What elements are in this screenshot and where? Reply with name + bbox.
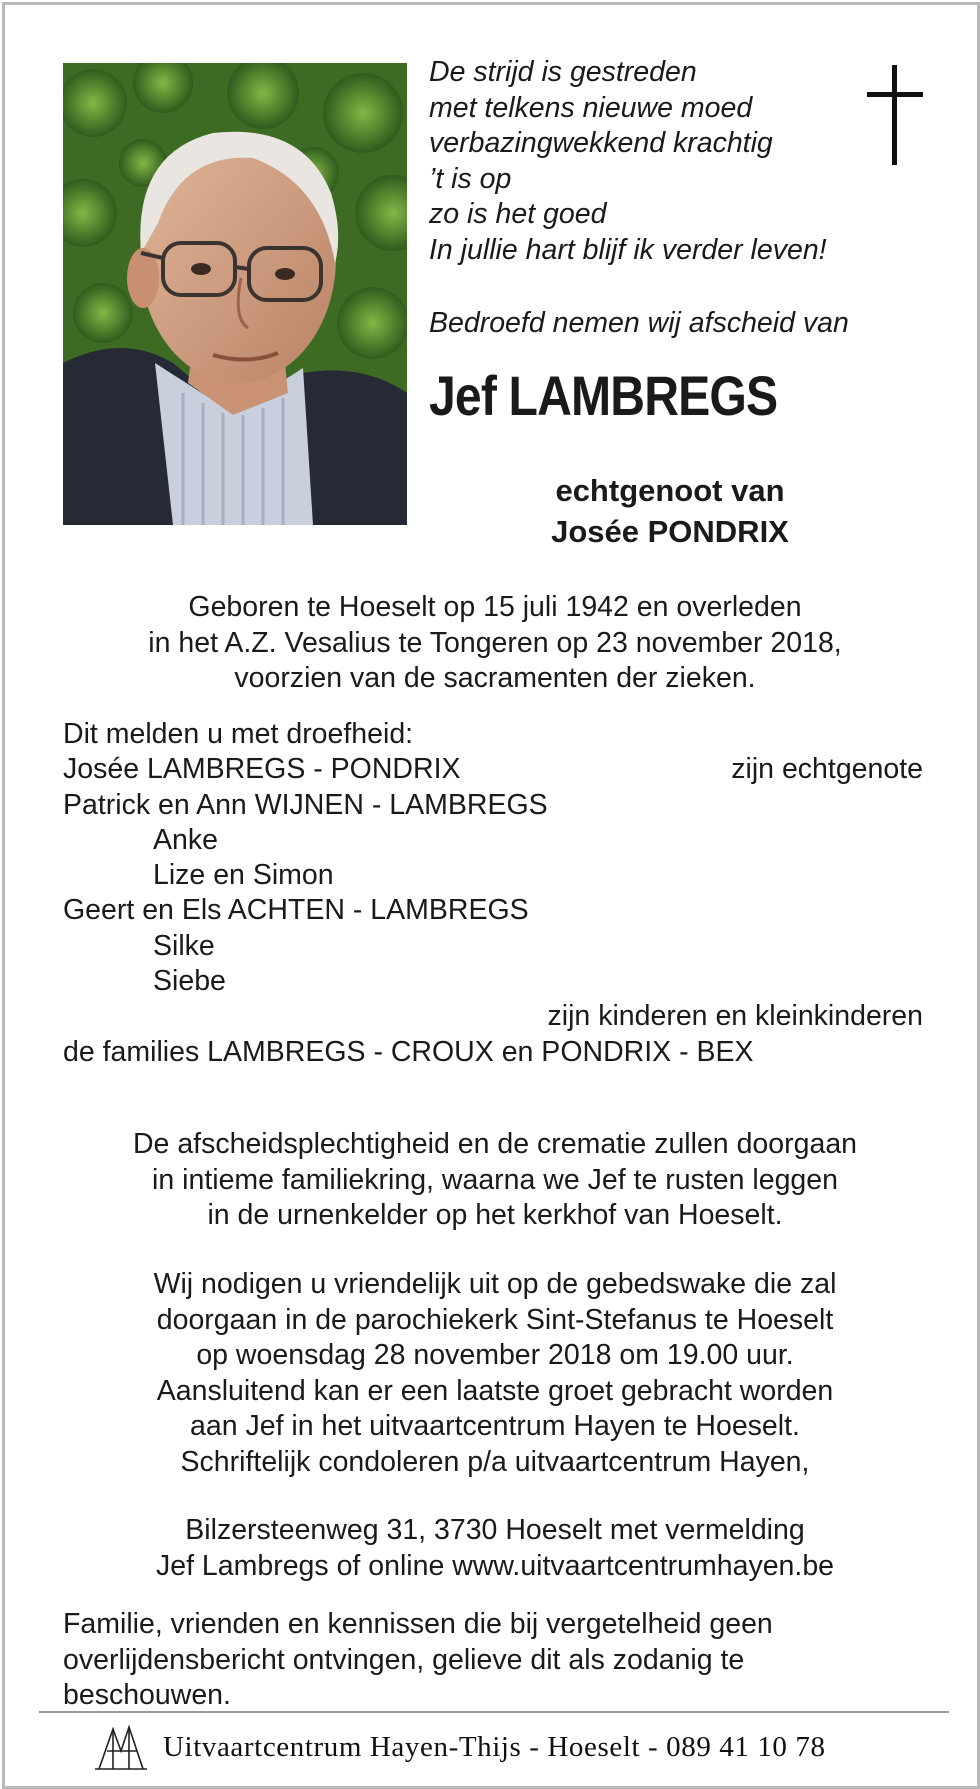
poem-line: ’t is op — [429, 162, 512, 195]
mourner-row — [63, 858, 923, 893]
closing-text — [63, 1607, 863, 1714]
text-line: Familie, vrienden en kennissen die bij vergetelheid geen — [63, 1608, 773, 1640]
text-line: Jef Lambregs of online www.uitvaartcentrumhayen.be — [155, 1549, 835, 1582]
text-line: Geboren te Hoeselt op 15 juli 1942 en overleden — [188, 591, 802, 623]
birth-death-text — [45, 590, 945, 697]
text-line: in het A.Z. Vesalius te Tongeren op 23 november 2018, — [148, 626, 842, 659]
mourner-name: Josée LAMBREGS - PONDRIX — [63, 753, 461, 786]
poem-line: verbazingwekkend krachtig — [429, 127, 773, 159]
mourner-row — [63, 752, 923, 787]
cross-icon — [867, 65, 925, 165]
text-line: aan Jef in het uitvaartcentrum Hayen te Hoeselt. — [190, 1410, 800, 1442]
mourner-name: Silke — [153, 929, 215, 962]
mourner-name: Geert en Els ACHTEN - LAMBREGS — [63, 894, 529, 927]
mourner-name: Lize en Simon — [153, 859, 334, 892]
footer-text: Uitvaartcentrum Hayen-Thijs - Hoeselt - 089 41 10 78 — [163, 1730, 826, 1763]
spouse-line: echtgenoot van — [555, 473, 785, 508]
text-line: Aansluitend kan er een laatste groet gebracht worden — [156, 1374, 834, 1407]
poem-line: De strijd is gestreden — [429, 56, 697, 88]
text-line: op woensdag 28 november 2018 om 19.00 uur. — [196, 1339, 794, 1371]
text-line: doorgaan in de parochiekerk Sint-Stefanus te Hoeselt — [156, 1303, 834, 1336]
portrait-photo — [63, 63, 407, 525]
text-line: Bilzersteenweg 31, 3730 Hoeselt met vermelding — [185, 1514, 805, 1546]
mourner-row — [63, 823, 923, 858]
mourner-row — [63, 929, 923, 964]
mourner-row — [63, 964, 923, 999]
text-line: in intieme familiekring, waarna we Jef te rusten leggen — [152, 1163, 838, 1196]
mourner-name: Siebe — [153, 965, 226, 998]
text-line: overlijdensbericht ontvingen, gelieve dit als zodanig te — [63, 1643, 745, 1676]
spouse-block — [465, 470, 875, 552]
ceremony-text — [45, 1127, 945, 1234]
mourners-heading: Dit melden u met droefheid: — [63, 718, 414, 750]
text-line: in de urnenkelder op het kerkhof van Hoeselt. — [207, 1199, 783, 1231]
text-line: voorzien van de sacramenten der zieken. — [234, 662, 756, 694]
deceased-name: Jef LAMBREGS — [429, 364, 778, 427]
obituary-card — [2, 2, 980, 1789]
intro-text: Bedroefd nemen wij afscheid van — [429, 307, 849, 339]
spouse-name: Josée PONDRIX — [551, 514, 789, 549]
text-line: beschouwen. — [63, 1679, 231, 1711]
mourner-role: zijn echtgenote — [731, 753, 923, 786]
text-line: Wij nodigen u vriendelijk uit op de gebedswake die zal — [153, 1268, 837, 1300]
mourner-name: Anke — [153, 823, 218, 856]
mourner-name: Patrick en Ann WIJNEN - LAMBREGS — [63, 788, 548, 821]
text-line: Schriftelijk condoleren p/a uitvaartcentrum Hayen, — [180, 1445, 810, 1478]
mourner-role: zijn kinderen en kleinkinderen — [547, 1000, 923, 1033]
poem — [429, 55, 899, 268]
poem-line: zo is het goed — [429, 198, 607, 230]
mourner-row — [63, 1035, 923, 1070]
funeral-home-logo-icon — [93, 1721, 149, 1773]
address-text — [45, 1513, 945, 1584]
mourner-row — [63, 788, 923, 823]
wake-text — [45, 1267, 945, 1480]
mourners-list — [63, 717, 923, 1070]
text-line: De afscheidsplechtigheid en de crematie zullen doorgaan — [132, 1128, 858, 1160]
poem-line: In jullie hart blijf ik verder leven! — [429, 233, 827, 266]
mourner-row — [63, 893, 923, 928]
poem-line: met telkens nieuwe moed — [429, 91, 753, 124]
mourner-row — [63, 999, 923, 1034]
footer — [93, 1717, 923, 1777]
footer-divider — [39, 1711, 949, 1713]
mourner-name: de families LAMBREGS - CROUX en PONDRIX - BEX — [63, 1035, 754, 1068]
